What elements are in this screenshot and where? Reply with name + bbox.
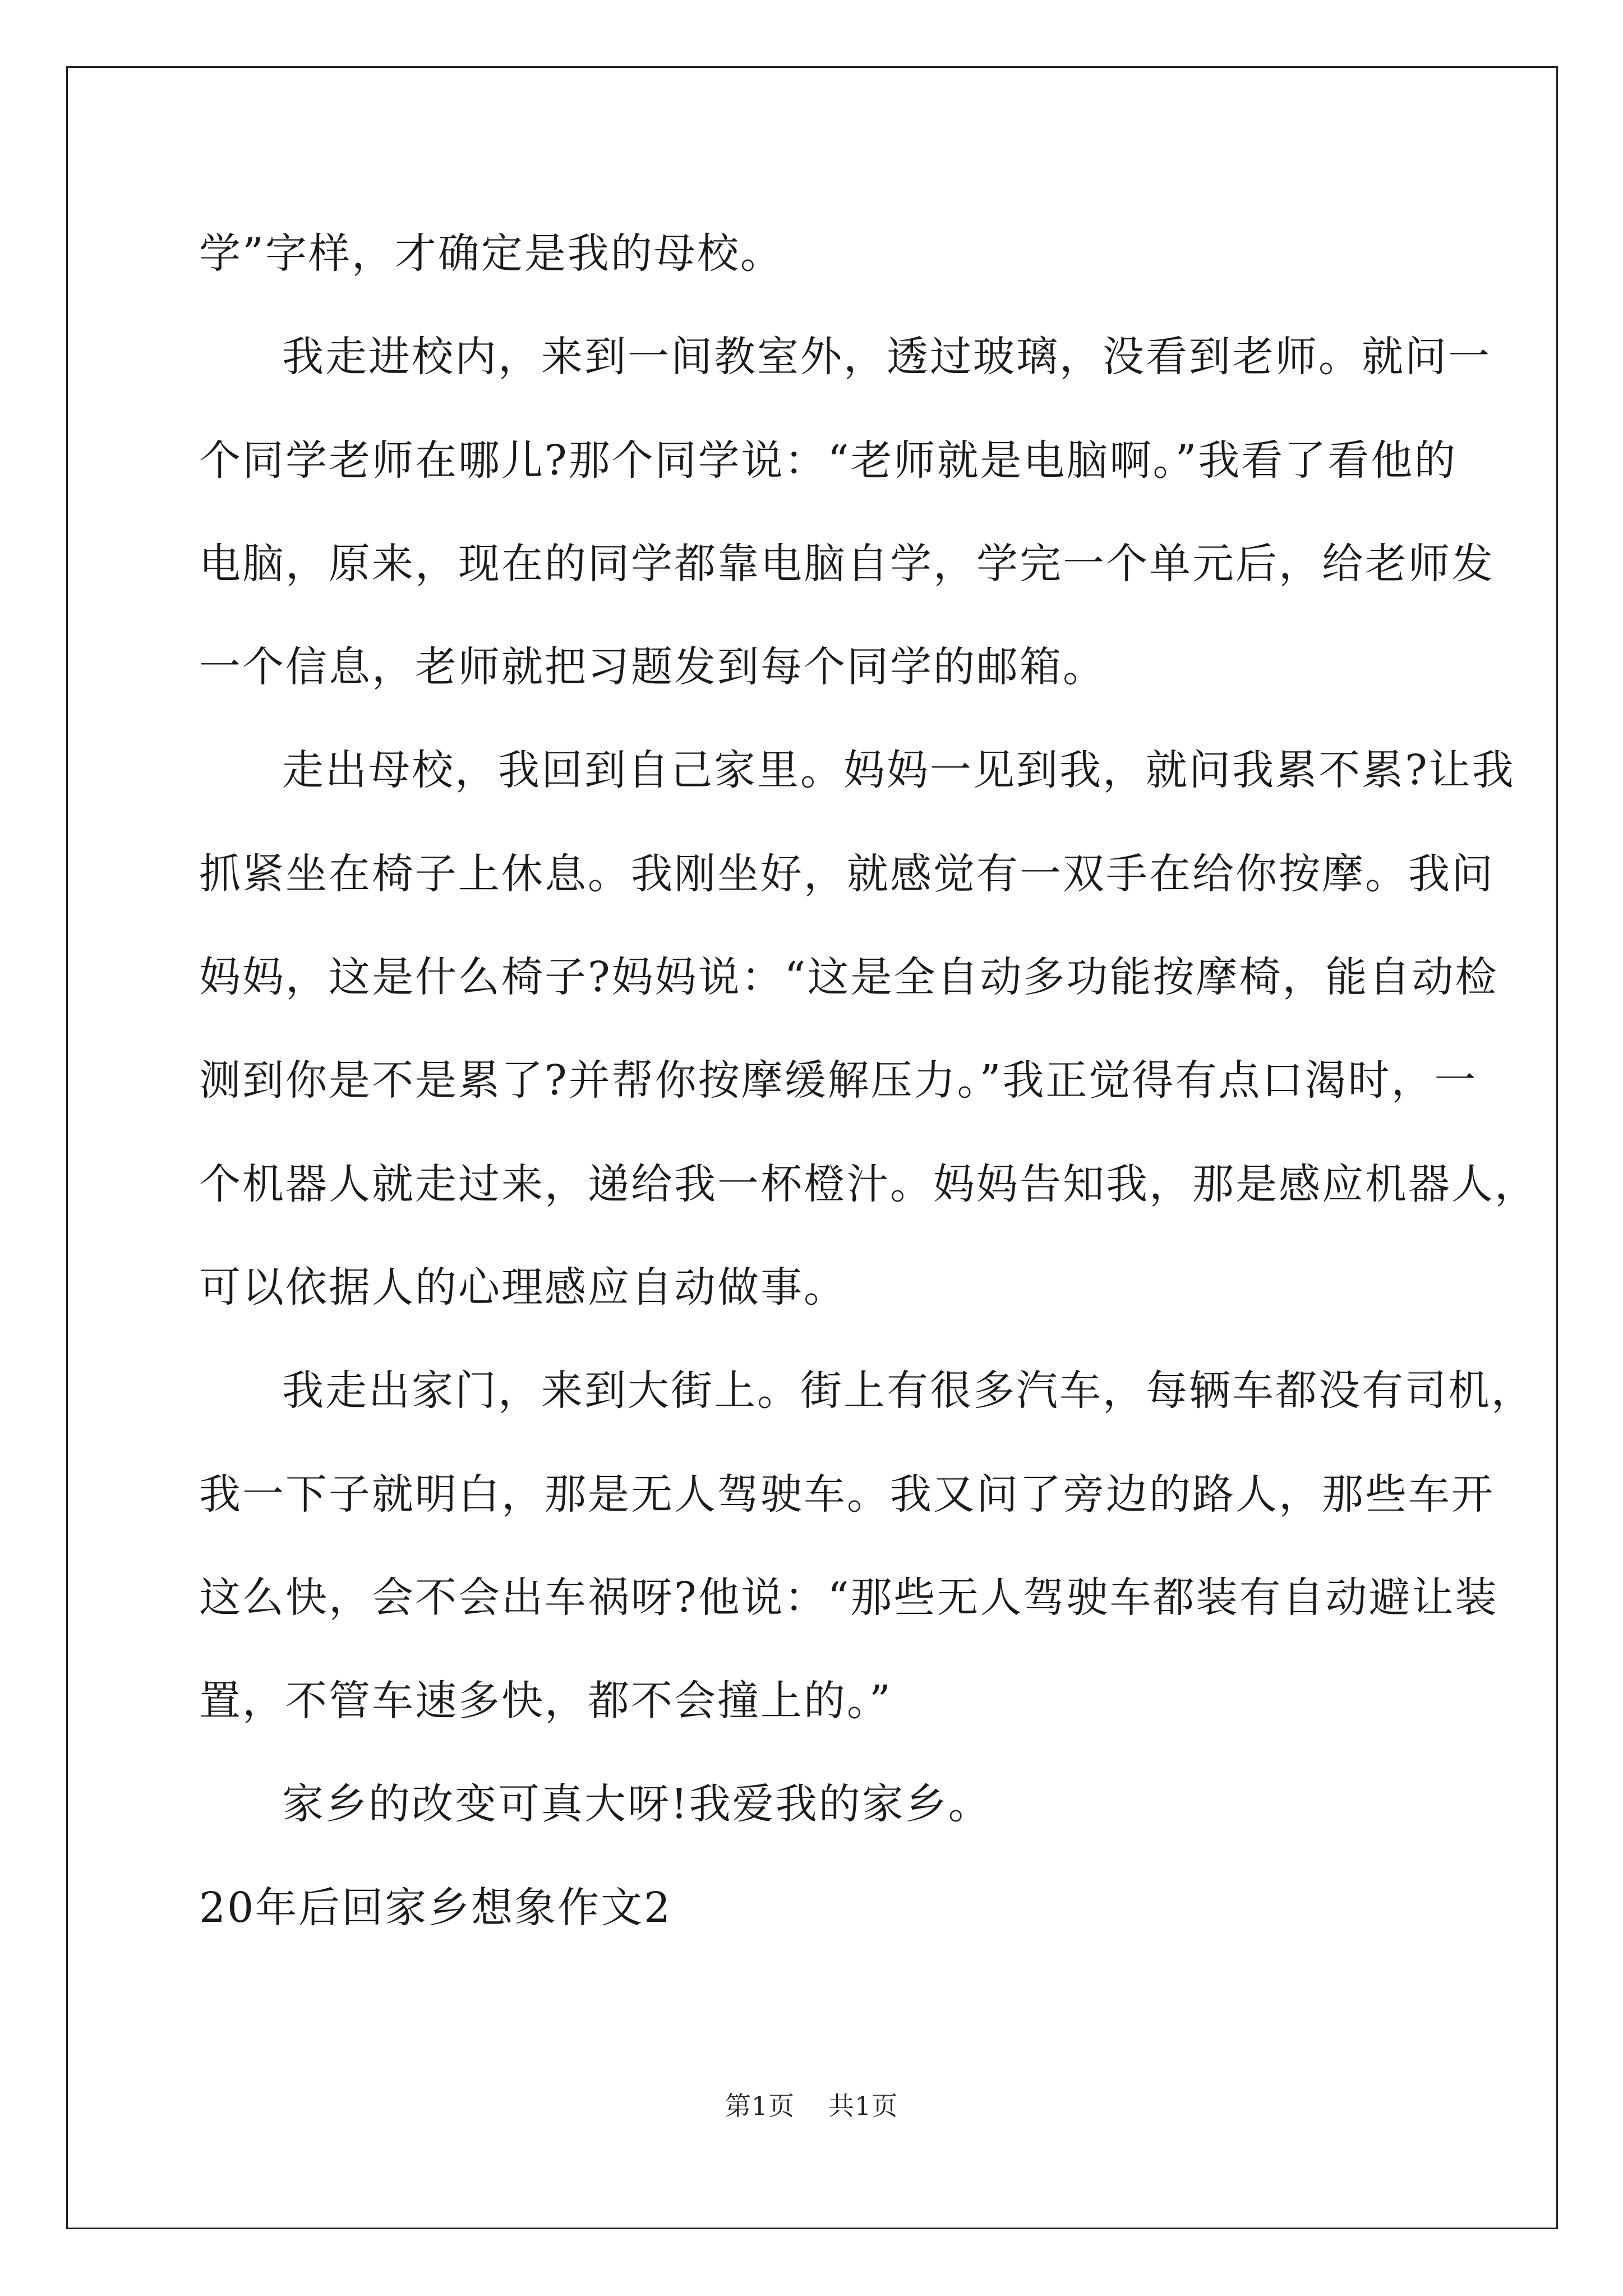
text-line: 妈妈，这是什么椅子?妈妈说：“这是全自动多功能按摩椅，能自动检 <box>199 953 1498 1002</box>
section-heading: 20年后回家乡想象作文2 <box>199 1883 672 1932</box>
text-line: 我一下子就明白，那是无人驾驶车。我又问了旁边的路人，那些车开 <box>199 1470 1495 1519</box>
page-footer <box>0 2086 1623 2123</box>
paragraph-start-line: 走出母校，我回到自己家里。妈妈一见到我，就问我累不累?让我 <box>282 746 1515 795</box>
text-line: 学”字样，才确定是我的母校。 <box>199 229 783 278</box>
paragraph-start-line: 我走进校内，来到一间教室外，透过玻璃，没看到老师。就问一 <box>282 333 1491 381</box>
text-line: 测到你是不是累了?并帮你按摩缓解压力。”我正觉得有点口渴时，一 <box>199 1056 1478 1105</box>
paragraph-start-line: 家乡的改变可真大呀!我爱我的家乡。 <box>282 1780 992 1829</box>
page-number-total: 共1页 <box>828 2091 898 2121</box>
text-line: 电脑，原来，现在的同学都靠电脑自学，学完一个单元后，给老师发 <box>199 539 1495 588</box>
text-line: 这么快，会不会出车祸呀?他说：“那些无人驾驶车都装有自动避让装 <box>199 1573 1498 1622</box>
text-line: 可以依据人的心理感应自动做事。 <box>199 1263 847 1312</box>
text-line: 个同学老师在哪儿?那个同学说：“老师就是电脑啊。”我看了看他的 <box>199 436 1458 485</box>
text-line: 抓紧坐在椅子上休息。我刚坐好，就感觉有一双手在给你按摩。我问 <box>199 849 1495 898</box>
paragraph-start-line: 我走出家门，来到大街上。街上有很多汽车，每辆车都没有司机， <box>282 1366 1534 1415</box>
page-number-current: 第1页 <box>725 2091 795 2121</box>
text-line: 一个信息，老师就把习题发到每个同学的邮箱。 <box>199 643 1106 692</box>
document-body <box>199 202 1538 1959</box>
text-line: 个机器人就走过来，递给我一杯橙汁。妈妈告知我，那是感应机器人， <box>199 1159 1538 1208</box>
text-line: 置，不管车速多快，都不会撞上的。” <box>199 1677 892 1726</box>
